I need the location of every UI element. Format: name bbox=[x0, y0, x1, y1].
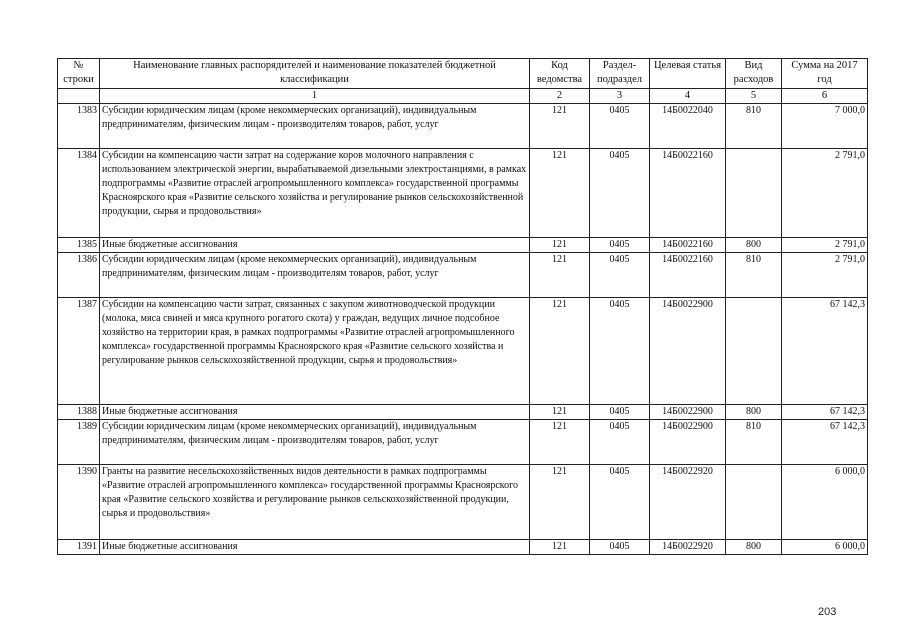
row-number: 1389 bbox=[58, 420, 100, 465]
header-section: Раздел-подраздел bbox=[590, 59, 650, 89]
row-sum: 2 791,0 bbox=[782, 149, 868, 238]
row-number: 1384 bbox=[58, 149, 100, 238]
row-number: 1388 bbox=[58, 405, 100, 420]
row-section: 0405 bbox=[590, 540, 650, 555]
row-number: 1386 bbox=[58, 253, 100, 298]
row-expense-kind: 800 bbox=[726, 405, 782, 420]
header-number-row bbox=[58, 89, 868, 104]
row-department-code: 121 bbox=[530, 540, 590, 555]
row-name: Иные бюджетные ассигнования bbox=[100, 405, 530, 420]
row-section: 0405 bbox=[590, 420, 650, 465]
row-department-code: 121 bbox=[530, 149, 590, 238]
row-name: Субсидии на компенсацию части затрат, связанных с закупом животноводческой продукции (молока, мяса свиней и мяса крупного рогатого скота) у граждан, ведущих личное подсобное хозяйство на территории края, в рамках подпрограммы «Развитие отраслей агропромышленного комплекса» государственной программы Красноярского края «Развитие сельского хозяйства и регулирование рынков сельскохозяйственной продукции, сырья и продовольствия» bbox=[100, 298, 530, 405]
row-expense-kind: 810 bbox=[726, 253, 782, 298]
row-department-code: 121 bbox=[530, 465, 590, 540]
header-number-blank bbox=[58, 89, 100, 104]
row-sum: 2 791,0 bbox=[782, 253, 868, 298]
header-department-code: Код ведомства bbox=[530, 59, 590, 89]
header-number-3: 3 bbox=[590, 89, 650, 104]
row-target-article: 14Б0022900 bbox=[650, 298, 726, 405]
row-expense-kind: 800 bbox=[726, 238, 782, 253]
row-name: Субсидии юридическим лицам (кроме некоммерческих организаций), индивидуальным предпринимателям, физическим лицам - производителям товаров, работ, услуг bbox=[100, 253, 530, 298]
row-department-code: 121 bbox=[530, 420, 590, 465]
header-number-1: 1 bbox=[100, 89, 530, 104]
row-target-article: 14Б0022160 bbox=[650, 238, 726, 253]
row-sum: 67 142,3 bbox=[782, 298, 868, 405]
row-department-code: 121 bbox=[530, 298, 590, 405]
row-name: Субсидии юридическим лицам (кроме некоммерческих организаций), индивидуальным предпринимателям, физическим лицам - производителям товаров, работ, услуг bbox=[100, 420, 530, 465]
table-row bbox=[58, 253, 868, 298]
row-name: Иные бюджетные ассигнования bbox=[100, 540, 530, 555]
row-sum: 2 791,0 bbox=[782, 238, 868, 253]
row-section: 0405 bbox=[590, 298, 650, 405]
row-sum: 6 000,0 bbox=[782, 540, 868, 555]
row-name: Субсидии на компенсацию части затрат на содержание коров молочного направления с использованием электрической энергии, вырабатываемой дизельными электростанциями, в рамках подпрограммы «Развитие отраслей агропромышленного комплекса» государственной программы Красноярского края «Развитие сельского хозяйства и регулирование рынков сельскохозяйственной продукции, сырья и продовольствия» bbox=[100, 149, 530, 238]
row-section: 0405 bbox=[590, 405, 650, 420]
table-row bbox=[58, 405, 868, 420]
header-name: Наименование главных распорядителей и наименование показателей бюджетной классификации bbox=[100, 59, 530, 89]
table-row bbox=[58, 104, 868, 149]
row-expense-kind bbox=[726, 149, 782, 238]
budget-sheet bbox=[57, 58, 867, 555]
header-row-number: № строки bbox=[58, 59, 100, 89]
row-department-code: 121 bbox=[530, 238, 590, 253]
table-row bbox=[58, 149, 868, 238]
row-department-code: 121 bbox=[530, 104, 590, 149]
table-row bbox=[58, 298, 868, 405]
row-number: 1385 bbox=[58, 238, 100, 253]
header-number-4: 4 bbox=[650, 89, 726, 104]
row-target-article: 14Б0022160 bbox=[650, 253, 726, 298]
row-section: 0405 bbox=[590, 104, 650, 149]
row-section: 0405 bbox=[590, 238, 650, 253]
row-expense-kind bbox=[726, 298, 782, 405]
header-row bbox=[58, 59, 868, 89]
row-number: 1383 bbox=[58, 104, 100, 149]
row-number: 1387 bbox=[58, 298, 100, 405]
row-target-article: 14Б0022900 bbox=[650, 405, 726, 420]
row-sum: 67 142,3 bbox=[782, 420, 868, 465]
header-target-article: Целевая статья bbox=[650, 59, 726, 89]
row-expense-kind: 810 bbox=[726, 420, 782, 465]
table-row bbox=[58, 540, 868, 555]
row-target-article: 14Б0022040 bbox=[650, 104, 726, 149]
page-number: 203 bbox=[818, 606, 837, 618]
row-expense-kind: 810 bbox=[726, 104, 782, 149]
row-target-article: 14Б0022920 bbox=[650, 465, 726, 540]
header-number-5: 5 bbox=[726, 89, 782, 104]
row-sum: 6 000,0 bbox=[782, 465, 868, 540]
table-row bbox=[58, 420, 868, 465]
row-number: 1390 bbox=[58, 465, 100, 540]
header-expense-kind: Вид расходов bbox=[726, 59, 782, 89]
row-section: 0405 bbox=[590, 253, 650, 298]
row-name: Иные бюджетные ассигнования bbox=[100, 238, 530, 253]
budget-table bbox=[57, 58, 868, 555]
row-name: Гранты на развитие несельскохозяйственных видов деятельности в рамках подпрограммы «Развитие отраслей агропромышленного комплекса» государственной программы Красноярского края «Развитие сельского хозяйства и регулирование рынков сельскохозяйственной продукции, сырья и продовольствия» bbox=[100, 465, 530, 540]
row-section: 0405 bbox=[590, 149, 650, 238]
row-sum: 7 000,0 bbox=[782, 104, 868, 149]
row-department-code: 121 bbox=[530, 253, 590, 298]
row-expense-kind: 800 bbox=[726, 540, 782, 555]
row-target-article: 14Б0022920 bbox=[650, 540, 726, 555]
row-name: Субсидии юридическим лицам (кроме некоммерческих организаций), индивидуальным предпринимателям, физическим лицам - производителям товаров, работ, услуг bbox=[100, 104, 530, 149]
row-sum: 67 142,3 bbox=[782, 405, 868, 420]
row-section: 0405 bbox=[590, 465, 650, 540]
table-row bbox=[58, 238, 868, 253]
row-target-article: 14Б0022160 bbox=[650, 149, 726, 238]
header-sum: Сумма на 2017 год bbox=[782, 59, 868, 89]
row-department-code: 121 bbox=[530, 405, 590, 420]
row-expense-kind bbox=[726, 465, 782, 540]
row-number: 1391 bbox=[58, 540, 100, 555]
row-target-article: 14Б0022900 bbox=[650, 420, 726, 465]
header-number-6: 6 bbox=[782, 89, 868, 104]
header-number-2: 2 bbox=[530, 89, 590, 104]
table-row bbox=[58, 465, 868, 540]
